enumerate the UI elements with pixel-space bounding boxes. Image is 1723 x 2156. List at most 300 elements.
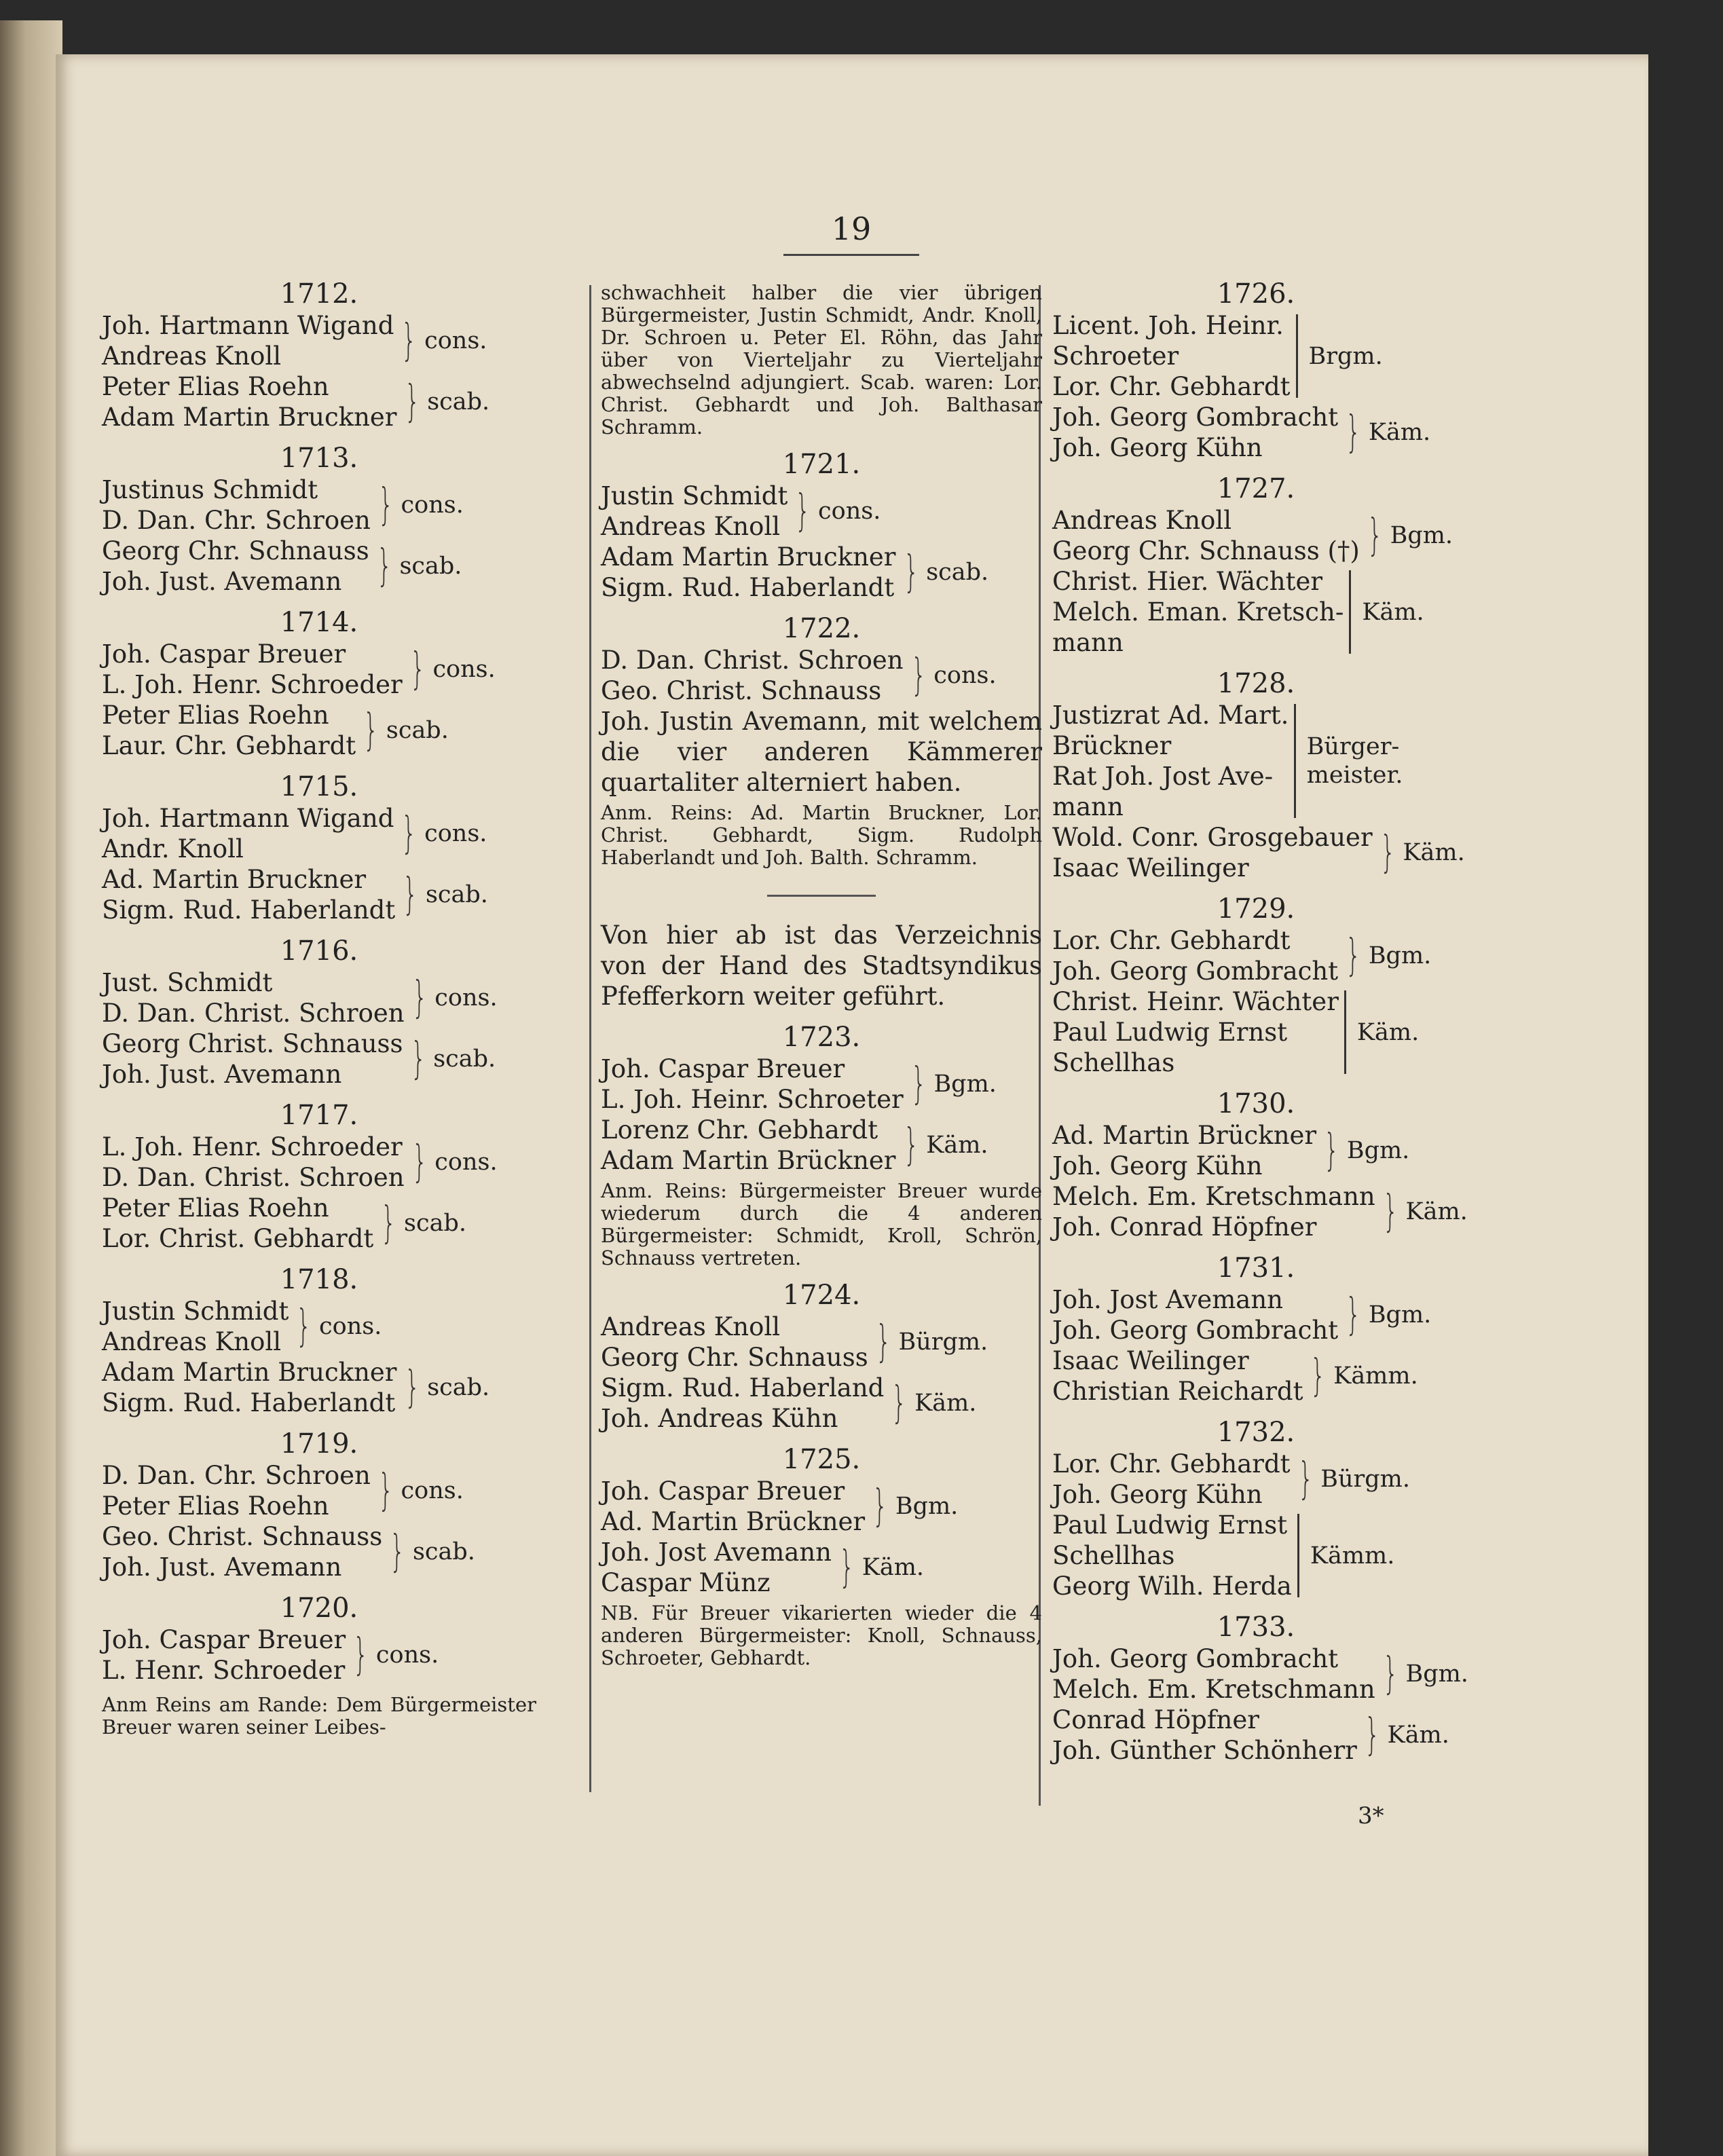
office-role: Bgm. bbox=[1390, 522, 1453, 549]
officer-group bbox=[601, 1537, 1042, 1598]
office-role: Bgm. bbox=[933, 1071, 997, 1098]
office-role: cons. bbox=[401, 491, 464, 519]
office-role: Bgm. bbox=[1346, 1137, 1410, 1164]
officer-name: Joh. Georg Gombracht bbox=[1052, 1316, 1339, 1345]
office-role: cons. bbox=[424, 820, 487, 847]
officer-name: Joh. Jost Avemann bbox=[1052, 1285, 1284, 1314]
officer-name: Just. Schmidt bbox=[102, 968, 273, 997]
officer-names bbox=[1052, 1643, 1375, 1705]
officer-group bbox=[102, 864, 536, 925]
office-role: cons. bbox=[933, 662, 997, 689]
section-separator bbox=[767, 895, 876, 897]
officer-group bbox=[601, 1476, 1042, 1537]
officer-name: Georg Christ. Schnauss bbox=[102, 1029, 403, 1058]
year-heading: 1725. bbox=[782, 1444, 861, 1475]
office-role: scab. bbox=[427, 1374, 490, 1401]
office-role: cons. bbox=[401, 1477, 464, 1504]
officer-name: Sigm. Rud. Haberland bbox=[601, 1373, 885, 1402]
officer-group bbox=[102, 803, 536, 864]
office-role: Kämm. bbox=[1310, 1542, 1395, 1569]
officer-names bbox=[102, 1132, 405, 1193]
officer-name: L. Joh. Henr. Schroeder bbox=[102, 670, 403, 699]
officer-group bbox=[1052, 566, 1460, 658]
bracket-bar bbox=[1296, 314, 1301, 398]
officer-group bbox=[1052, 1643, 1468, 1705]
year-heading: 1730. bbox=[1217, 1088, 1295, 1119]
officer-name: Andreas Knoll bbox=[102, 1327, 282, 1356]
officer-names bbox=[1052, 505, 1360, 566]
office-role: Bürger-meister. bbox=[1306, 733, 1403, 789]
year-heading: 1731. bbox=[1217, 1252, 1295, 1284]
year-heading: 1715. bbox=[280, 771, 358, 802]
officer-name: Georg Chr. Schnauss (†) bbox=[1052, 536, 1360, 565]
officer-names bbox=[601, 645, 904, 706]
column-1 bbox=[102, 268, 536, 1739]
officer-name: Laur. Chr. Gebhardt bbox=[102, 731, 356, 760]
officer-group bbox=[1052, 1345, 1460, 1407]
officer-name: mann bbox=[1052, 628, 1124, 657]
officer-group bbox=[1052, 822, 1465, 883]
officer-name: Schellhas bbox=[1052, 1541, 1175, 1570]
brace-glyph: } bbox=[910, 650, 927, 701]
brace-glyph: } bbox=[910, 1059, 927, 1109]
officer-name: Adam Martin Bruckner bbox=[601, 542, 896, 572]
year-heading: 1723. bbox=[782, 1022, 861, 1053]
officer-name: D. Dan. Christ. Schroen bbox=[102, 999, 405, 1028]
year-heading: 1712. bbox=[280, 278, 358, 310]
office-role: cons. bbox=[375, 1641, 439, 1669]
officer-name: Joh. Andreas Kühn bbox=[601, 1404, 838, 1433]
office-role: Bgm. bbox=[1368, 1301, 1432, 1328]
officer-names bbox=[1052, 1181, 1375, 1242]
officer-names bbox=[102, 967, 405, 1028]
officer-name: Melch. Eman. Kretsch- bbox=[1052, 597, 1344, 627]
officer-group bbox=[1052, 700, 1460, 822]
officer-name: D. Dan. Christ. Schroen bbox=[601, 646, 904, 675]
officer-names bbox=[102, 475, 371, 536]
col2-1722-note: Anm. Reins: Ad. Martin Bruckner, Lor. Christ. Gebhardt, Sigm. Rudolph Haberlandt und Joh. Balth. Schramm. bbox=[601, 801, 1042, 869]
brace-glyph: } bbox=[1310, 1351, 1327, 1401]
officer-names bbox=[1052, 566, 1344, 658]
col2-year-list-b bbox=[601, 1021, 1042, 1176]
office-role: scab. bbox=[427, 388, 490, 415]
brace-glyph: } bbox=[404, 377, 420, 427]
year-heading: 1722. bbox=[782, 613, 861, 644]
officer-group bbox=[1052, 1181, 1468, 1242]
bracket-bar bbox=[1294, 704, 1298, 818]
office-role: Bürgm. bbox=[898, 1328, 988, 1356]
officer-name: Joh. Just. Avemann bbox=[102, 1553, 342, 1582]
officer-group bbox=[102, 1460, 536, 1521]
brace-glyph: } bbox=[377, 1466, 394, 1516]
year-heading: 1721. bbox=[782, 449, 861, 480]
year-heading: 1729. bbox=[1217, 893, 1295, 925]
office-role: scab. bbox=[386, 717, 449, 744]
officer-name: L. Joh. Heinr. Schroeter bbox=[601, 1085, 904, 1114]
officer-names bbox=[102, 1624, 346, 1686]
brace-glyph: } bbox=[1379, 828, 1396, 878]
office-role: Brgm. bbox=[1308, 342, 1383, 370]
officer-name: Isaac Weilinger bbox=[1052, 853, 1249, 882]
officer-name: Lor. Chr. Gebhardt bbox=[1052, 372, 1291, 401]
officer-group bbox=[1052, 1120, 1460, 1181]
brace-glyph: } bbox=[409, 644, 426, 694]
officer-names bbox=[1052, 1284, 1338, 1345]
year-heading: 1716. bbox=[280, 935, 358, 967]
brace-glyph: } bbox=[411, 1137, 428, 1187]
brace-glyph: } bbox=[1382, 1649, 1398, 1699]
office-role: Bgm. bbox=[895, 1493, 959, 1520]
officer-name: D. Dan. Chr. Schroen bbox=[102, 1461, 371, 1490]
brace-glyph: } bbox=[390, 1527, 405, 1577]
year-heading: 1719. bbox=[280, 1428, 358, 1460]
officer-name: Christ. Heinr. Wächter bbox=[1052, 987, 1339, 1016]
officer-name: Sigm. Rud. Haberlandt bbox=[601, 573, 895, 602]
brace-glyph: } bbox=[353, 1630, 369, 1680]
officer-group bbox=[1052, 505, 1460, 566]
col2-top-note: schwachheit halber die vier übrigen Bürgermeister, Justin Schmidt, Andr. Knoll, Dr. Schroen u. Peter El. Röhn, das Jahr über von Vierteljahr zu Vierteljahr abwechselnd adjungiert. Scab. waren: Lor. Christ. Gebhardt und Joh. Balthasar Schramm. bbox=[601, 281, 1042, 439]
officer-group bbox=[601, 542, 1042, 603]
officer-group bbox=[1052, 310, 1460, 402]
brace-glyph: } bbox=[1346, 1290, 1361, 1340]
officer-name: Joh. Caspar Breuer bbox=[102, 639, 346, 669]
year-heading: 1733. bbox=[1217, 1612, 1295, 1643]
officer-group bbox=[601, 1054, 1042, 1115]
officer-group bbox=[102, 1521, 536, 1582]
officer-name: Wold. Conr. Grosgebauer bbox=[1052, 823, 1373, 852]
officer-name: Lor. Christ. Gebhardt bbox=[102, 1224, 374, 1253]
officer-name: Lorenz Chr. Gebhardt bbox=[601, 1115, 878, 1145]
col2-1723-note: Anm. Reins: Bürgermeister Breuer wurde wiederum durch die 4 anderen Bürgermeister: Schmidt, Kroll, Schrön, Schnauss vertreten. bbox=[601, 1179, 1042, 1269]
year-heading: 1714. bbox=[280, 607, 358, 638]
officer-names bbox=[102, 1296, 289, 1357]
office-role: Käm. bbox=[1356, 1018, 1420, 1046]
officer-names bbox=[601, 481, 788, 542]
office-role: scab. bbox=[399, 553, 462, 580]
officer-name: Georg Chr. Schnauss bbox=[601, 1343, 868, 1372]
left-page-edge bbox=[0, 20, 62, 2156]
officer-name: Joh. Just. Avemann bbox=[102, 567, 342, 596]
officer-name: Rat Joh. Jost Ave- bbox=[1052, 762, 1274, 791]
officer-group bbox=[102, 475, 536, 536]
officer-name: Christ. Hier. Wächter bbox=[1052, 567, 1323, 596]
officer-names bbox=[601, 1054, 904, 1115]
brace-glyph: } bbox=[1324, 1126, 1339, 1176]
year-heading: 1732. bbox=[1217, 1417, 1295, 1448]
col3-year-list bbox=[1052, 278, 1468, 1766]
officer-name: Peter Elias Roehn bbox=[102, 1491, 329, 1521]
officer-name: Adam Martin Bruckner bbox=[102, 403, 397, 432]
office-role: cons. bbox=[434, 984, 498, 1011]
brace-glyph: } bbox=[411, 973, 428, 1023]
officer-name: Lor. Chr. Gebhardt bbox=[1052, 926, 1291, 955]
officer-name: Peter Elias Roehn bbox=[102, 701, 329, 730]
brace-glyph: } bbox=[403, 870, 418, 920]
bracket-bar bbox=[1297, 1514, 1302, 1597]
col2-1722-text: Joh. Justin Avemann, mit welchem die vier anderen Kämmerer quartaliter alterniert haben. bbox=[601, 707, 1042, 797]
officer-name: Joh. Georg Kühn bbox=[1052, 433, 1263, 462]
officer-group bbox=[601, 645, 1042, 706]
office-role: Käm. bbox=[926, 1132, 988, 1159]
officer-names bbox=[102, 803, 394, 864]
officer-name: Melch. Em. Kretschmann bbox=[1052, 1675, 1375, 1704]
officer-name: Joh. Georg Gombracht bbox=[1052, 1644, 1339, 1673]
officer-group bbox=[102, 1028, 536, 1090]
officer-group bbox=[102, 371, 536, 432]
brace-glyph: } bbox=[891, 1378, 907, 1428]
brace-glyph: } bbox=[401, 316, 417, 366]
office-role: scab. bbox=[412, 1538, 475, 1565]
officer-name: Joh. Georg Kühn bbox=[1052, 1151, 1263, 1181]
officer-name: Joh. Hartmann Wigand bbox=[102, 311, 394, 340]
officer-names bbox=[102, 371, 397, 432]
officer-name: Licent. Joh. Heinr. bbox=[1052, 311, 1284, 340]
officer-group bbox=[601, 1312, 1042, 1373]
office-role: scab. bbox=[926, 559, 989, 586]
officer-name: D. Dan. Chr. Schroen bbox=[102, 506, 371, 535]
officer-name: Andreas Knoll bbox=[102, 341, 282, 371]
officer-names bbox=[1052, 402, 1338, 463]
officer-name: L. Joh. Henr. Schroeder bbox=[102, 1132, 403, 1161]
year-heading: 1728. bbox=[1217, 668, 1295, 699]
officer-group bbox=[102, 536, 536, 597]
officer-names bbox=[102, 1193, 373, 1254]
officer-name: Joh. Conrad Höpfner bbox=[1052, 1212, 1317, 1242]
brace-glyph: } bbox=[795, 486, 811, 536]
brace-glyph: } bbox=[872, 1481, 888, 1531]
brace-glyph: } bbox=[381, 1198, 396, 1248]
officer-names bbox=[1052, 700, 1289, 822]
officer-name: Joh. Georg Gombracht bbox=[1052, 956, 1339, 986]
officer-names bbox=[601, 542, 896, 603]
officer-name: Peter Elias Roehn bbox=[102, 372, 329, 401]
officer-names bbox=[102, 700, 356, 761]
officer-name: Justizrat Ad. Mart. bbox=[1052, 701, 1289, 730]
officer-name: Paul Ludwig Ernst bbox=[1052, 1018, 1288, 1047]
officer-name: Ad. Martin Brückner bbox=[1052, 1121, 1317, 1150]
brace-glyph: } bbox=[410, 1034, 426, 1084]
office-role: cons. bbox=[319, 1313, 382, 1340]
officer-names bbox=[1052, 310, 1291, 402]
office-role: scab. bbox=[425, 881, 488, 908]
officer-group bbox=[601, 1115, 1042, 1176]
office-role: Käm. bbox=[914, 1390, 977, 1417]
bracket-bar bbox=[1344, 990, 1349, 1074]
officer-names bbox=[1052, 1510, 1292, 1601]
officer-name: Justinus Schmidt bbox=[102, 475, 318, 504]
officer-name: Joh. Caspar Breuer bbox=[601, 1054, 845, 1083]
officer-group bbox=[1052, 402, 1460, 463]
officer-name: Sigm. Rud. Haberlandt bbox=[102, 1388, 396, 1417]
office-role: cons. bbox=[432, 656, 496, 683]
officer-group bbox=[102, 700, 536, 761]
officer-name: Ad. Martin Bruckner bbox=[102, 865, 367, 894]
year-heading: 1720. bbox=[280, 1593, 358, 1624]
office-role: Käm. bbox=[1405, 1198, 1468, 1225]
officer-group bbox=[1052, 986, 1460, 1078]
col1-note: Anm Reins am Rande: Dem Bürgermeister Breuer waren seiner Leibes- bbox=[102, 1693, 536, 1739]
officer-names bbox=[601, 1476, 865, 1537]
officer-names bbox=[601, 1115, 896, 1176]
column-3 bbox=[1052, 268, 1468, 1766]
officer-group bbox=[102, 1132, 536, 1193]
officer-name: D. Dan. Christ. Schroen bbox=[102, 1163, 405, 1192]
officer-name: Schroeter bbox=[1052, 341, 1179, 371]
brace-glyph: } bbox=[377, 480, 394, 530]
office-role: scab. bbox=[433, 1045, 496, 1073]
brace-glyph: } bbox=[1297, 1454, 1314, 1504]
officer-name: Sigm. Rud. Haberlandt bbox=[102, 895, 396, 925]
officer-name: Justin Schmidt bbox=[601, 481, 788, 510]
office-role: cons. bbox=[424, 327, 487, 354]
brace-glyph: } bbox=[1367, 510, 1383, 561]
officer-name: Georg Wilh. Herda bbox=[1052, 1572, 1292, 1601]
officer-name: Paul Ludwig Ernst bbox=[1052, 1510, 1288, 1540]
officer-group bbox=[1052, 925, 1460, 986]
brace-glyph: } bbox=[1346, 407, 1361, 458]
col2-year-list-a bbox=[601, 448, 1042, 706]
col2-intro: Von hier ab ist das Verzeichnis von der Hand des Stadtsyndikus Pfefferkorn weiter geführt. bbox=[601, 921, 1042, 1011]
year-heading: 1718. bbox=[280, 1264, 358, 1295]
officer-name: Andreas Knoll bbox=[1052, 506, 1232, 535]
officer-group bbox=[102, 1296, 536, 1357]
officer-group bbox=[102, 967, 536, 1028]
officer-names bbox=[1052, 822, 1373, 883]
officer-group bbox=[1052, 1705, 1460, 1766]
col2-year-list-c bbox=[601, 1279, 1042, 1598]
officer-name: Joh. Caspar Breuer bbox=[102, 1625, 346, 1654]
brace-glyph: } bbox=[376, 541, 392, 591]
officer-group bbox=[1052, 1284, 1460, 1345]
office-role: cons. bbox=[434, 1149, 498, 1176]
officer-group bbox=[102, 1357, 536, 1418]
officer-names bbox=[1052, 1120, 1316, 1181]
column-divider-1 bbox=[589, 285, 591, 1792]
officer-group bbox=[102, 1193, 536, 1254]
officer-name: mann bbox=[1052, 792, 1124, 821]
officer-group bbox=[601, 1373, 1042, 1434]
officer-names bbox=[102, 310, 394, 371]
officer-name: Lor. Chr. Gebhardt bbox=[1052, 1449, 1291, 1479]
brace-glyph: } bbox=[1382, 1187, 1398, 1237]
officer-name: Joh. Jost Avemann bbox=[601, 1538, 832, 1567]
year-heading: 1727. bbox=[1217, 473, 1295, 504]
officer-names bbox=[1052, 1449, 1291, 1510]
officer-names bbox=[1052, 986, 1339, 1078]
page-number: 19 bbox=[783, 210, 919, 256]
officer-name: Joh. Hartmann Wigand bbox=[102, 804, 394, 833]
officer-names bbox=[102, 536, 369, 597]
officer-name: Melch. Em. Kretschmann bbox=[1052, 1182, 1375, 1211]
office-role: Käm. bbox=[1368, 419, 1431, 446]
officer-name: Caspar Münz bbox=[601, 1568, 771, 1597]
officer-names bbox=[102, 1028, 403, 1090]
officer-name: Andreas Knoll bbox=[601, 512, 781, 541]
officer-group bbox=[601, 481, 1042, 542]
officer-name: Isaac Weilinger bbox=[1052, 1346, 1249, 1375]
col2-1725-note: NB. Für Breuer vikarierten wieder die 4 anderen Bürgermeister: Knoll, Schnauss, Schroeter, Gebhardt. bbox=[601, 1601, 1042, 1669]
officer-group bbox=[102, 310, 536, 371]
officer-names bbox=[1052, 1705, 1357, 1766]
signature-mark: 3* bbox=[1358, 1802, 1384, 1829]
office-role: Bgm. bbox=[1368, 942, 1432, 969]
officer-name: Andr. Knoll bbox=[102, 834, 244, 863]
officer-names bbox=[102, 1460, 371, 1521]
officer-name: Conrad Höpfner bbox=[1052, 1705, 1259, 1734]
office-role: Bürgm. bbox=[1320, 1466, 1410, 1493]
officer-names bbox=[601, 1537, 832, 1598]
brace-glyph: } bbox=[839, 1542, 855, 1593]
col1-year-list bbox=[102, 278, 536, 1686]
officer-names bbox=[102, 1357, 397, 1418]
brace-glyph: } bbox=[401, 809, 417, 859]
officer-name: Justin Schmidt bbox=[102, 1297, 289, 1326]
office-role: Käm. bbox=[862, 1554, 925, 1581]
officer-name: Joh. Günther Schönherr bbox=[1052, 1736, 1357, 1765]
brace-glyph: } bbox=[903, 547, 919, 597]
officer-name: Geo. Christ. Schnauss bbox=[601, 676, 882, 705]
brace-glyph: } bbox=[1364, 1710, 1380, 1760]
officer-name: Brückner bbox=[1052, 731, 1172, 760]
officer-name: Christian Reichardt bbox=[1052, 1377, 1303, 1406]
brace-glyph: } bbox=[404, 1362, 420, 1413]
officer-group bbox=[102, 639, 536, 700]
officer-names bbox=[102, 639, 403, 700]
officer-name: Joh. Caspar Breuer bbox=[601, 1476, 845, 1506]
officer-name: L. Henr. Schroeder bbox=[102, 1656, 346, 1685]
officer-group bbox=[1052, 1449, 1460, 1510]
office-role: Käm. bbox=[1387, 1722, 1449, 1749]
officer-name: Joh. Just. Avemann bbox=[102, 1060, 342, 1089]
officer-name: Ad. Martin Brückner bbox=[601, 1507, 866, 1536]
officer-name: Peter Elias Roehn bbox=[102, 1193, 329, 1223]
officer-name: Adam Martin Brückner bbox=[601, 1146, 896, 1175]
office-role: Kämm. bbox=[1333, 1362, 1418, 1390]
officer-names bbox=[601, 1373, 884, 1434]
officer-group bbox=[1052, 1510, 1460, 1601]
office-role: Bgm. bbox=[1405, 1660, 1468, 1688]
office-role: scab. bbox=[404, 1210, 466, 1237]
year-heading: 1724. bbox=[782, 1280, 861, 1311]
officer-names bbox=[102, 864, 395, 925]
brace-glyph: } bbox=[903, 1120, 919, 1170]
officer-name: Schellhas bbox=[1052, 1048, 1175, 1077]
year-heading: 1713. bbox=[280, 443, 358, 474]
officer-name: Andreas Knoll bbox=[601, 1312, 781, 1341]
officer-names bbox=[1052, 925, 1338, 986]
officer-name: Geo. Christ. Schnauss bbox=[102, 1522, 383, 1551]
officer-names bbox=[1052, 1345, 1303, 1407]
officer-name: Adam Martin Bruckner bbox=[102, 1358, 397, 1387]
office-role: Käm. bbox=[1403, 839, 1465, 866]
brace-glyph: } bbox=[875, 1317, 891, 1367]
year-heading: 1726. bbox=[1217, 278, 1295, 310]
officer-names bbox=[102, 1521, 382, 1582]
officer-group bbox=[102, 1624, 536, 1686]
officer-name: Joh. Georg Kühn bbox=[1052, 1480, 1263, 1509]
brace-glyph: } bbox=[363, 705, 379, 756]
officer-name: Georg Chr. Schnauss bbox=[102, 536, 369, 565]
officer-names bbox=[601, 1312, 868, 1373]
brace-glyph: } bbox=[1346, 931, 1361, 981]
office-role: Käm. bbox=[1362, 598, 1424, 626]
bracket-bar bbox=[1349, 570, 1354, 654]
officer-name: Joh. Georg Gombracht bbox=[1052, 403, 1339, 432]
office-role: cons. bbox=[818, 498, 881, 525]
column-2 bbox=[601, 282, 1042, 1669]
brace-glyph: } bbox=[296, 1301, 312, 1352]
year-heading: 1717. bbox=[280, 1100, 358, 1131]
